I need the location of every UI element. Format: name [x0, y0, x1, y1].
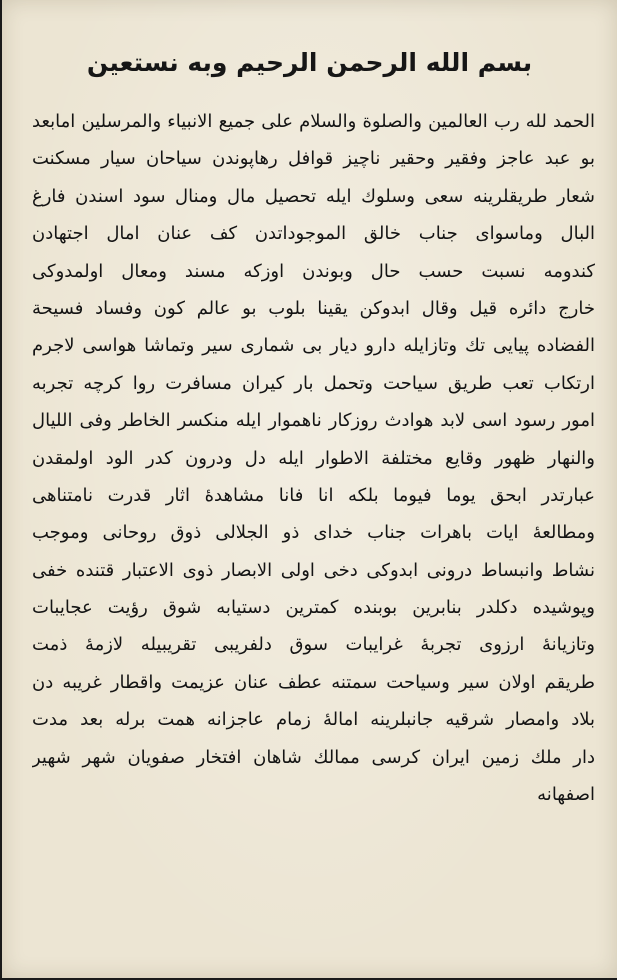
text-line-19: اصفهانه [537, 784, 595, 806]
text-line-7: الفضاده پيايى تك وتازايله دارو ديار بى شمارى سير وتماشا هواسى لاجرم [32, 335, 595, 357]
text-line-6: خارج دائره قيل وقال ابدوكن يقينا بلوب بو عالم كون وفساد فسيحة [32, 297, 595, 319]
text-line-18: دار ملك زمين ايران كرسى ممالك شاهان افتخار صفويان شهر شهير [32, 746, 595, 768]
text-line-2: بو عبد عاجز وفقير وحقير ناچيز قوافل رهاپوندن سياحان سيار مسكنت [32, 148, 595, 170]
text-line-16: طريقم اولان سير وسياحت سمتنه عطف عنان عزيمت واقطار غريبه دن [32, 671, 595, 693]
text-body [32, 103, 595, 813]
text-line-11: عبارتدر ابحق يوما فيوما بلكه انا فانا مشاهدهٔ اثار قدرت نامتناهى [32, 484, 595, 506]
text-line-3: شعار طريقلرينه سعى وسلوك ايله تحصيل مال ومنال سود اسندن فارغ [32, 185, 595, 207]
text-line-4: البال وماسواى جناب خالق الموجوداتدن كف عنان امال اجتهادن [32, 223, 595, 245]
text-line-15: وتازيانهٔ ارزوى تجربهٔ غرايبات سوق دلفريبى تقريبيله لازمهٔ ذمت [32, 634, 595, 656]
text-line-13: نشاط وانبساط درونى ابدوكى دخى اولى الابصار ذوى الاعتبار قتنده خفى [32, 559, 595, 581]
text-line-9: امور رسود اسى لابد هوادث روزكار ناهموار ايله منكسر الخاطر وفى الليال [32, 410, 595, 432]
bismillah-heading: بسم الله الرحمن الرحيم وبه نستعين [86, 48, 533, 77]
text-line-17: بلاد وامصار شرقيه جانبلرينه امالهٔ زمام عاجزانه همت برله بعد مدت [32, 709, 595, 731]
text-line-1: الحمد لله رب العالمين والصلوة والسلام على جميع الانبياء والمرسلين امابعد [32, 111, 595, 132]
text-line-12: ومطالعهٔ ايات باهرات جناب خداى ذو الجلالى ذوق روحانى وموجب [32, 522, 595, 544]
text-line-8: ارتكاب تعب طريق سياحت وتحمل بار كيران مسافرت روا كرچه تجربه [32, 372, 595, 394]
text-line-10: والنهار ظهور وقايع مختلفة الاطوار ايله دل ودرون كدر الود اولمقدن [32, 447, 595, 469]
text-line-5: كندومه نسبت حسب حال وبوندن اوزكه مسند ومعال اولمدوكى [32, 260, 595, 282]
text-line-14: وپوشيده دكلدر بنابرين بوبنده كمترين دستيابه شوق رؤيت عجايبات [32, 597, 595, 619]
